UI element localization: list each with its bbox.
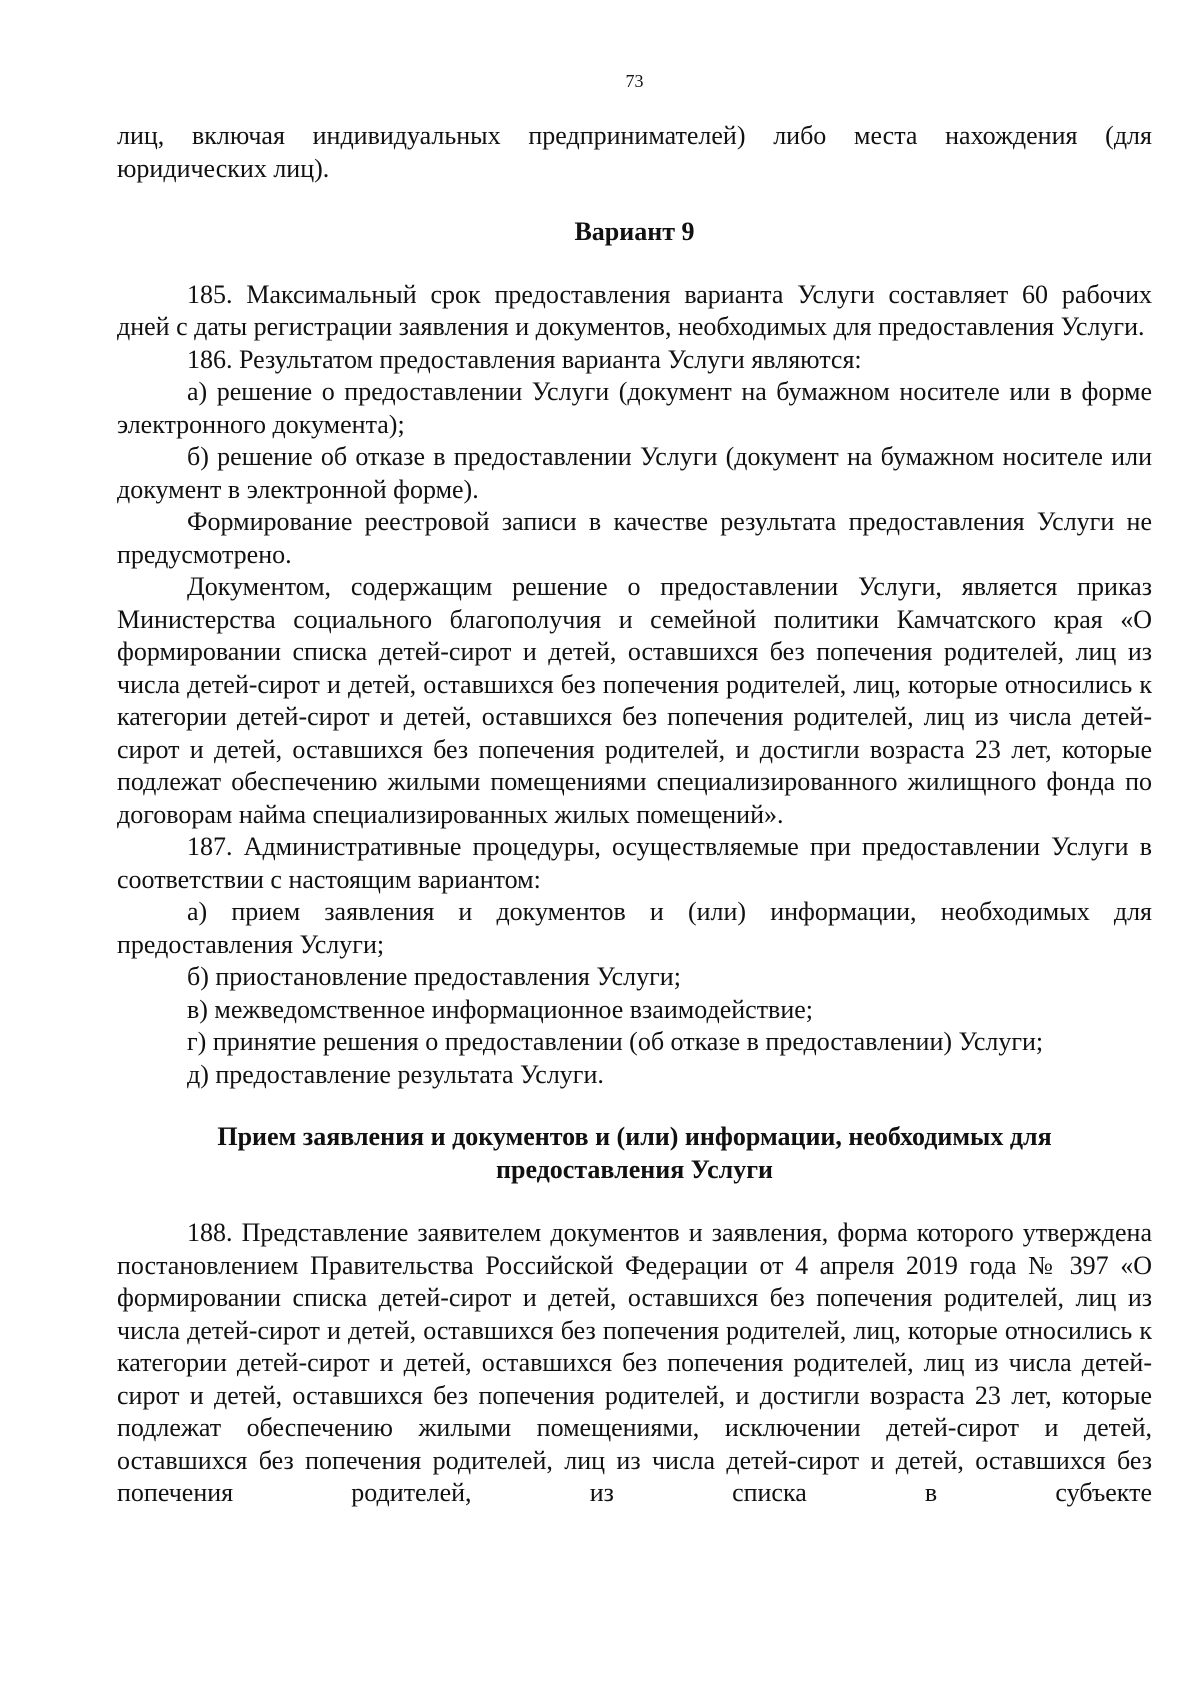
registry-record-note: Формирование реестровой записи в качестве результата предоставления Услуги не предусмотрено. — [117, 507, 1152, 569]
paragraph-187: 187. Административные процедуры, осуществляемые при предоставлении Услуги в соответствии с настоящим вариантом: — [117, 832, 1152, 894]
result-item-b: б) решение об отказе в предоставлении Услуги (документ на бумажном носителе или документ в электронной форме). — [117, 442, 1152, 504]
section-heading-line-2: предоставления Услуги — [496, 1154, 773, 1184]
result-item-a: а) решение о предоставлении Услуги (документ на бумажном носителе или в форме электронного документа); — [117, 377, 1152, 439]
procedure-item-d: г) принятие решения о предоставлении (об отказе в предоставлении) Услуги; — [187, 1027, 1044, 1056]
procedure-item-c: в) межведомственное информационное взаимодействие; — [187, 994, 814, 1024]
variant-heading: Вариант 9 — [574, 217, 695, 246]
intro-continuation: лиц, включая индивидуальных предпринимателей) либо места нахождения (для юридических лиц). — [117, 121, 1152, 183]
section-heading-line-1: Прием заявления и документов и (или) информации, необходимых для — [217, 1122, 1052, 1151]
paragraph-185: 185. Максимальный срок предоставления варианта Услуги составляет 60 рабочих дней с даты регистрации заявления и документов, необходимых для предоставления Услуги. — [117, 279, 1152, 341]
decision-document-paragraph: Документом, содержащим решение о предоставлении Услуги, является приказ Министерства социального благополучия и семейной политики Камчатского края «О формировании списка детей-сирот и детей, оставшихся без попечения родителей, лиц из числа детей-сирот и детей, оставшихся без попечения родителей, лиц, которые относились к категории детей-сирот и детей, оставшихся без попечения родителей, лиц из числа детей-сирот и детей, оставшихся без попечения родителей, и достигли возраста 23 лет, которые подлежат обеспечению жилыми помещениями специализированного жилищного фонда по договорам найма специализированных жилых помещений». — [117, 572, 1152, 829]
page-number: 73 — [625, 71, 644, 91]
document-body — [117, 120, 1152, 1510]
procedure-item-b: б) приостановление предоставления Услуги; — [187, 962, 681, 991]
paragraph-188: 188. Представление заявителем документов и заявления, форма которого утверждена постановлением Правительства Российской Федерации от 4 апреля 2019 года № 397 «О формировании списка детей-сирот и детей, оставшихся без попечения родителей, лиц из числа детей-сирот и детей, оставшихся без попечения родителей, лиц, которые относились к категории детей-сирот и детей, оставшихся без попечения родителей, лиц из числа детей-сирот и детей, оставшихся без попечения родителей, и достигли возраста 23 лет, которые подлежат обеспечению жилыми помещениями, исключении детей-сирот и детей, оставшихся без попечения родителей, лиц из числа детей-сирот и детей, оставшихся без попечения родителей, из списка в субъекте — [117, 1218, 1152, 1507]
paragraph-186: 186. Результатом предоставления варианта Услуги являются: — [187, 344, 862, 374]
procedure-item-a: а) прием заявления и документов и (или) информации, необходимых для предоставления Услуги; — [117, 897, 1152, 959]
procedure-item-e: д) предоставление результата Услуги. — [187, 1059, 604, 1089]
section-heading — [117, 1121, 1152, 1186]
